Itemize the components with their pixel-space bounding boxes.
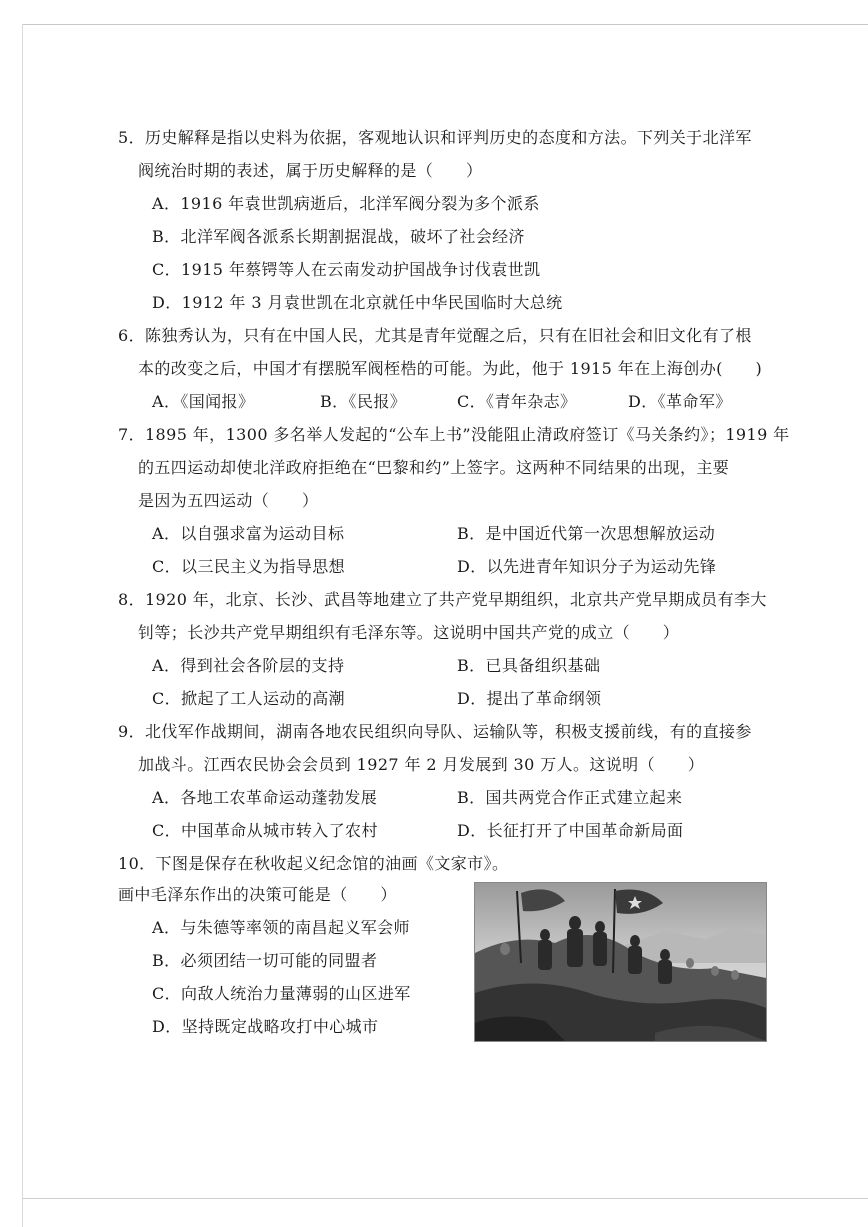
question-8-option-c[interactable]: C．掀起了工人运动的高潮 — [152, 689, 346, 708]
question-5-option-b[interactable]: B．北洋军阀各派系长期割据混战，破坏了社会经济 — [152, 227, 525, 246]
scan-edge-top — [22, 24, 868, 25]
question-6-stem-line-2: 本的改变之后，中国才有摆脱军阀桎梏的可能。为此，他于 1915 年在上海创办( ) — [138, 359, 763, 378]
question-5-option-a[interactable]: A．1916 年袁世凯病逝后，北洋军阀分裂为多个派系 — [152, 194, 540, 213]
question-7-stem-line-3: 是因为五四运动（ ） — [138, 491, 319, 510]
oil-painting-image — [474, 882, 767, 1042]
question-10-option-b[interactable]: B．必须团结一切可能的同盟者 — [152, 951, 378, 970]
question-10-option-c[interactable]: C．向敌人统治力量薄弱的山区进军 — [152, 984, 411, 1003]
question-7-option-d[interactable]: D．以先进青年知识分子为运动先锋 — [457, 557, 717, 576]
question-8-stem-line-1: 8．1920 年，北京、长沙、武昌等地建立了共产党早期组织，北京共产党早期成员有李大 — [118, 590, 767, 609]
question-6-option-d[interactable]: D．《革命军》 — [628, 392, 732, 411]
question-9-option-a[interactable]: A．各地工农革命运动蓬勃发展 — [152, 788, 378, 807]
question-10-stem-line-1: 10．下图是保存在秋收起义纪念馆的油画《文家市》。 — [118, 854, 509, 873]
question-6-option-a[interactable]: A．《国闻报》 — [152, 392, 255, 411]
question-7-option-b[interactable]: B．是中国近代第一次思想解放运动 — [457, 524, 716, 543]
question-10-option-d[interactable]: D．坚持既定战略攻打中心城市 — [152, 1017, 379, 1036]
question-9-option-b[interactable]: B．国共两党合作正式建立起来 — [457, 788, 683, 807]
question-8-option-b[interactable]: B．已具备组织基础 — [457, 656, 601, 675]
question-6-stem-line-1: 6．陈独秀认为，只有在中国人民，尤其是青年觉醒之后，只有在旧社会和旧文化有了根 — [118, 326, 752, 345]
scan-edge-bottom — [22, 1198, 868, 1199]
question-7-stem-line-1: 7．1895 年，1300 多名举人发起的“公车上书”没能阻止清政府签订《马关条约》；1919 年 — [118, 425, 790, 444]
question-9-stem-line-2: 加战斗。江西农民协会会员到 1927 年 2 月发展到 30 万人。这说明（ ） — [138, 755, 705, 774]
question-9-option-d[interactable]: D．长征打开了中国革命新局面 — [457, 821, 684, 840]
question-7-option-a[interactable]: A．以自强求富为运动目标 — [152, 524, 345, 543]
question-9-stem-line-1: 9．北伐军作战期间，湖南各地农民组织向导队、运输队等，积极支援前线，有的直接参 — [118, 722, 752, 741]
question-5-option-c[interactable]: C．1915 年蔡锷等人在云南发动护国战争讨伐袁世凯 — [152, 260, 541, 279]
question-8-option-a[interactable]: A．得到社会各阶层的支持 — [152, 656, 345, 675]
question-5-stem-line-1: 5．历史解释是指以史料为依据，客观地认识和评判历史的态度和方法。下列关于北洋军 — [118, 128, 752, 147]
question-7-stem-line-2: 的五四运动却使北洋政府拒绝在“巴黎和约”上签字。这两种不同结果的出现，主要 — [138, 458, 730, 477]
question-9-option-c[interactable]: C．中国革命从城市转入了农村 — [152, 821, 378, 840]
scan-edge-left — [22, 24, 23, 1227]
question-10-stem-line-2: 画中毛泽东作出的决策可能是（ ） — [118, 885, 397, 904]
question-6-option-b[interactable]: B．《民报》 — [320, 392, 407, 411]
question-8-option-d[interactable]: D．提出了革命纲领 — [457, 689, 602, 708]
question-7-option-c[interactable]: C．以三民主义为指导思想 — [152, 557, 346, 576]
question-10-option-a[interactable]: A．与朱德等率领的南昌起义军会师 — [152, 918, 410, 937]
question-5-option-d[interactable]: D．1912 年 3 月袁世凯在北京就任中华民国临时大总统 — [152, 293, 563, 312]
question-6-option-c[interactable]: C．《青年杂志》 — [457, 392, 577, 411]
question-5-stem-line-2: 阀统治时期的表述，属于历史解释的是（ ） — [138, 161, 483, 180]
question-8-stem-line-2: 钊等；长沙共产党早期组织有毛泽东等。这说明中国共产党的成立（ ） — [138, 623, 680, 642]
